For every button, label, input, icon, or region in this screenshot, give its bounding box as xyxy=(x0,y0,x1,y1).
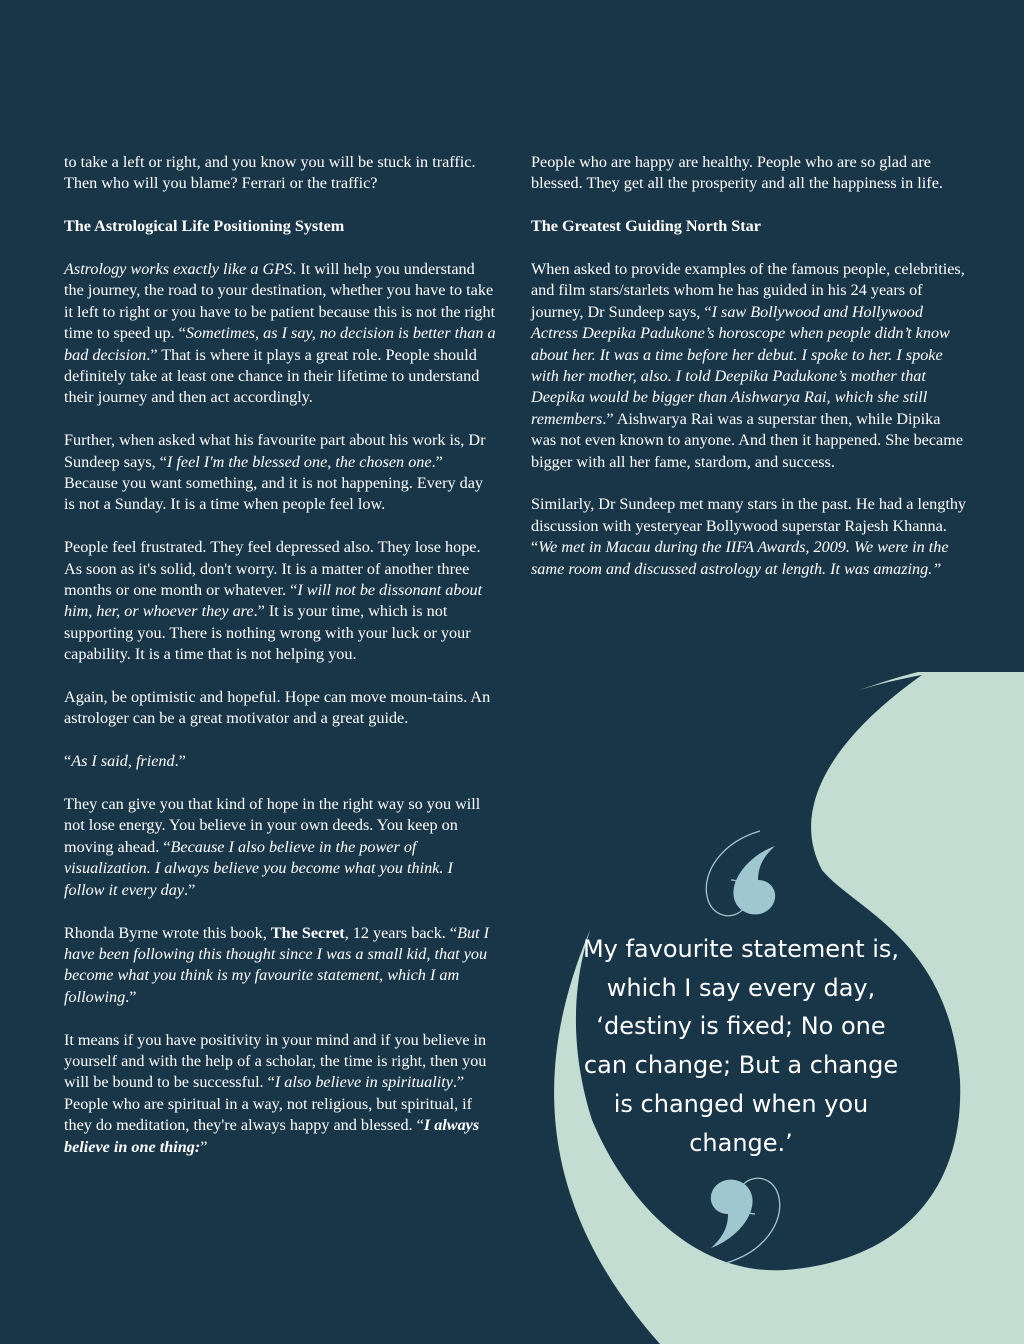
body-paragraph xyxy=(64,923,496,1009)
text-run: , 12 years back. “ xyxy=(344,923,458,942)
text-run: Similarly, Dr Sundeep met many stars in the past. He had a lengthy discussion with yesteryear Bollywood superstar Rajesh Khanna. “ xyxy=(531,495,967,557)
text-run: It means if you have positivity in your mind and if you believe in yourself and with the help of a scholar, the time is right, then you will be bound to be successful. “ xyxy=(64,1030,487,1092)
body-paragraph xyxy=(531,259,967,473)
open-quote-icon xyxy=(700,828,784,922)
text-run: The Greatest Guiding North Star xyxy=(531,217,761,236)
text-run: Further, when asked what his favourite part about his work is, Dr Sundeep says, “ xyxy=(64,431,486,471)
body-paragraph xyxy=(64,259,496,409)
body-paragraph xyxy=(64,687,496,730)
text-run: I feel I'm the blessed one, the chosen one xyxy=(166,452,432,471)
text-run: .” xyxy=(184,880,196,899)
text-run: Because I also believe in the power of visualization. I always believe you become what you think. I follow it every day xyxy=(64,837,453,899)
text-run: I saw Bollywood and Hollywood Actress Deepika Padukone’s horoscope when people didn’t know about her. It was a time before her debut. I spoke to her. I spoke with her mother, also. I told Deepika Padukone’s mother that Deepika would be bigger than Aishwarya Rai, which she still remembers xyxy=(531,302,950,428)
text-run: I also believe in spirituality xyxy=(274,1073,453,1092)
text-run: .” People who are spiritual in a way, not religious, but spiritual, if they do meditation, they're always happy and blessed. “ xyxy=(64,1073,473,1135)
text-run: . It will help you understand the journey, the road to your destination, whether you have to take it left to right or you have to be patient because this is not the right time to speed up. “ xyxy=(64,260,496,343)
section-heading xyxy=(64,216,496,237)
text-run: As I said, friend xyxy=(71,752,175,771)
text-run: .” xyxy=(174,752,186,771)
text-run: Again, be optimistic and hopeful. Hope can move moun-tains. An astrologer can be a great motivator and a great guide. xyxy=(64,688,491,728)
right-column xyxy=(531,152,967,601)
text-run: But I have been following this thought since I was a small kid, that you become what you think is my favourite statement, which I am following xyxy=(64,923,489,1006)
body-paragraph xyxy=(531,152,967,195)
text-run: .” xyxy=(125,987,137,1006)
close-quote-icon xyxy=(702,1172,786,1266)
text-run: .” Because you want something, and it is not happening. Every day is not a Sunday. It is a time when people feel low. xyxy=(64,452,483,514)
text-run: People who are happy are healthy. People who are so glad are blessed. They get all the prosperity and all the happiness in life. xyxy=(531,153,943,193)
text-run: The Secret xyxy=(270,923,345,942)
body-paragraph xyxy=(64,430,496,516)
body-paragraph xyxy=(64,537,496,665)
text-run: I always believe in one thing: xyxy=(64,1116,480,1156)
text-run: .” Aishwarya Rai was a superstar then, while Dipika was not even known to anyone. And then it happened. She became bigger with all her fame, stardom, and success. xyxy=(531,409,964,471)
text-run: .” It is your time, which is not supporting you. There is nothing wrong with your luck or your capability. It is a time that is not helping you. xyxy=(64,602,471,664)
text-run: to take a left or right, and you know you will be stuck in traffic. Then who will you blame? Ferrari or the traffic? xyxy=(64,153,476,193)
section-heading xyxy=(531,216,967,237)
left-column xyxy=(64,152,496,1179)
text-run: Astrology works exactly like a GPS xyxy=(64,260,293,278)
text-run: People feel frustrated. They feel depressed also. They lose hope. As soon as it's solid, don't worry. It is a matter of another three months or one month or whatever. “ xyxy=(64,538,481,600)
body-paragraph xyxy=(64,152,496,195)
text-run: Rhonda Byrne wrote this book, xyxy=(64,923,271,942)
text-run: The Astrological Life Positioning System xyxy=(64,217,345,236)
text-run: Sometimes, as I say, no decision is better than a bad decision xyxy=(64,324,496,364)
text-run: We met in Macau during the IIFA Awards, 2009. We were in the same room and discussed astrology at length. It was amazing.” xyxy=(531,538,949,578)
pull-quote: My favourite statement is, which I say every day, ‘destiny is fixed; No one can change; But a change is changed when you change.’ xyxy=(582,935,900,1157)
text-run: “ xyxy=(64,752,72,771)
body-paragraph xyxy=(64,751,496,772)
text-run: When asked to provide examples of the famous people, celebrities, and film stars/starlets whom he has guided in his 24 years of journey, Dr Sundeep says, “ xyxy=(531,260,965,321)
text-run: I will not be dissonant about him, her, or whoever they are xyxy=(64,581,483,621)
text-run: They can give you that kind of hope in the right way so you will not lose energy. You believe in your own deeds. You keep on moving ahead. “ xyxy=(64,795,481,856)
text-run: .” That is where it plays a great role. People should definitely take at least one chance in their lifetime to understand their journey and then act accordingly. xyxy=(64,345,480,407)
body-paragraph xyxy=(64,794,496,901)
text-run: ” xyxy=(200,1137,208,1156)
body-paragraph xyxy=(64,1030,496,1158)
body-paragraph xyxy=(531,494,967,580)
